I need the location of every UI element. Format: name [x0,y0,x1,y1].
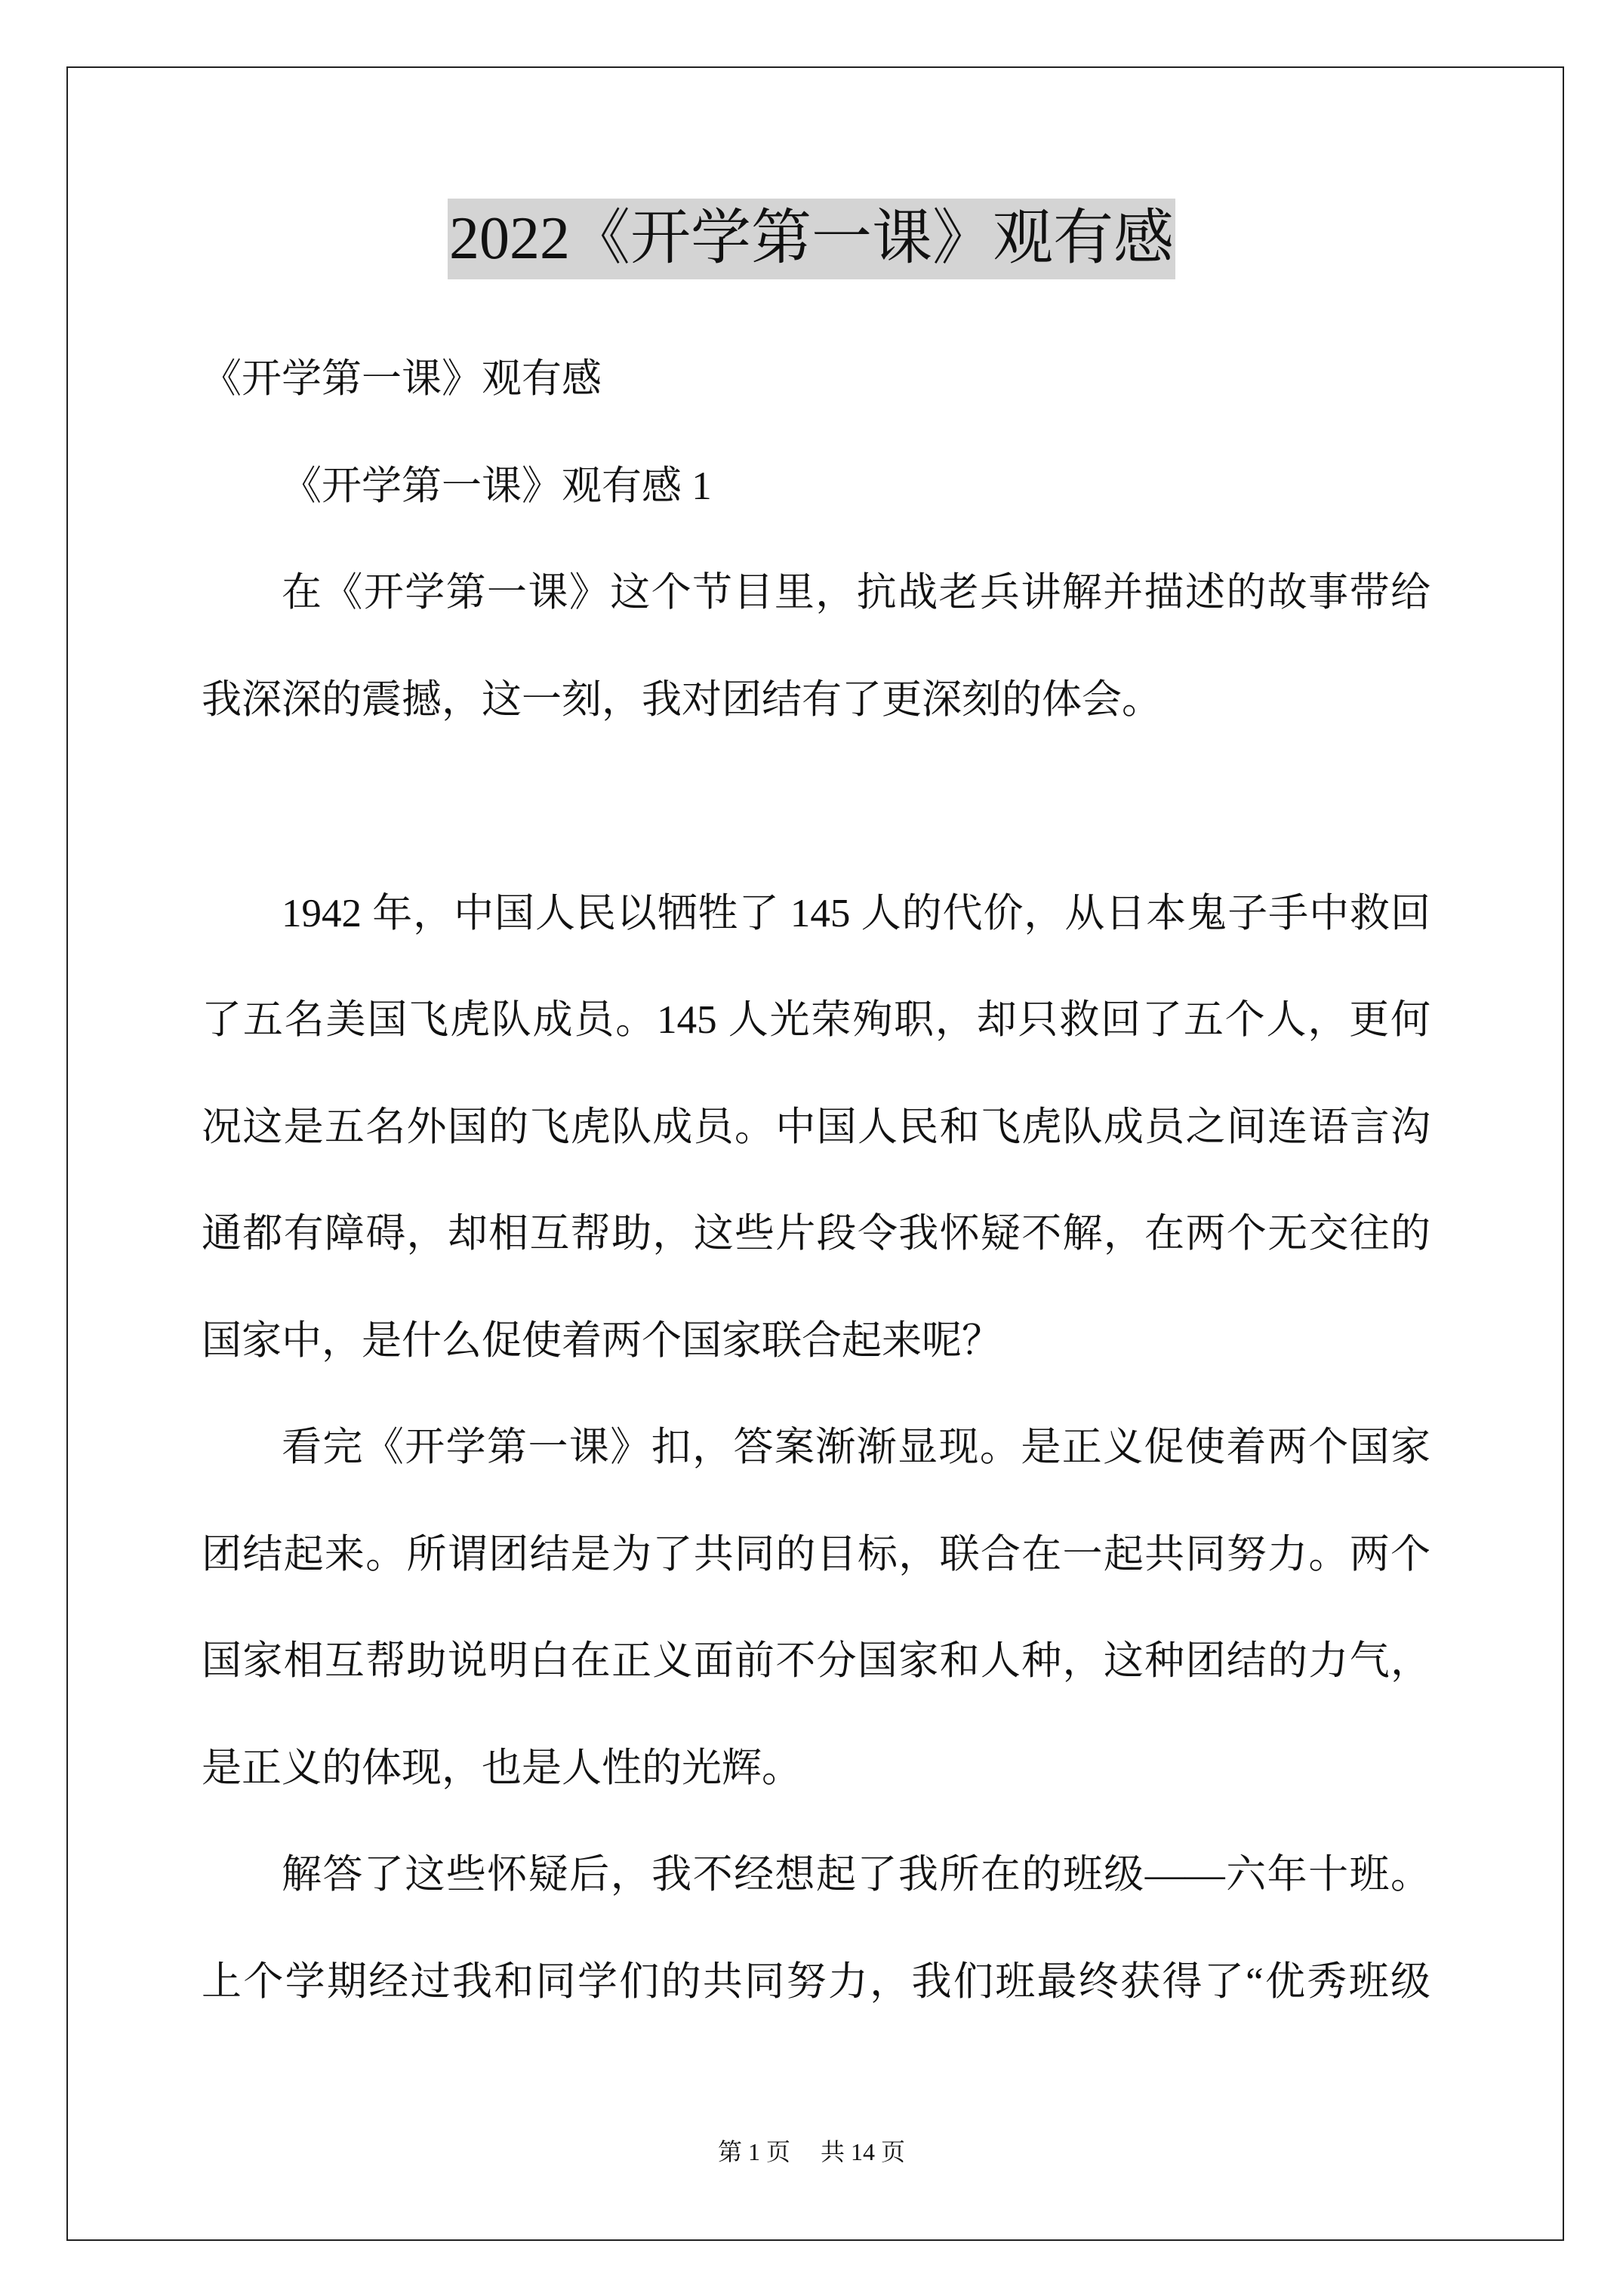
paragraph-line: 看完《开学第一课》扣，答案渐渐显现。是正义促使着两个国家 [282,1425,1431,1469]
paragraph-2 [202,861,1431,1395]
page-total: 共 14 页 [821,2138,906,2165]
paragraph-line: 1942 年，中国人民以牺牲了 145 人的代价，从日本鬼子手中救回 [282,891,1431,935]
section-heading: 《开学第一课》观有感 1 [282,464,712,508]
paragraph-line: 是正义的体现，也是人性的光辉。 [202,1746,802,1790]
paragraph-line: 解答了这些怀疑后，我不经想起了我所在的班级——六年十班。 [282,1853,1431,1897]
page-number: 第 1 页 [717,2138,790,2165]
paragraph-line: 国家相互帮助说明白在正义面前不分国家和人种，这种团结的力气， [202,1639,1431,1683]
paragraph-line: 国家中，是什么促使着两个国家联合起来呢？ [202,1318,1002,1363]
paragraph-line: 了五名美国飞虎队成员。145 人光荣殉职，却只救回了五个人，更何 [202,998,1431,1042]
document-title: 2022《开学第一课》观有感 [448,199,1175,279]
paragraph-line: 通都有障碍，却相互帮助，这些片段令我怀疑不解，在两个无交往的 [202,1212,1431,1256]
title-block [0,199,1623,279]
paragraph-1 [202,540,1431,754]
paragraph-3 [202,1395,1431,1822]
paragraph-line: 况这是五名外国的飞虎队成员。中国人民和飞虎队成员之间连语言沟 [202,1105,1431,1149]
document-subtitle: 《开学第一课》观有感 [202,357,602,401]
page-footer [0,2137,1623,2167]
document-body [202,326,1431,2036]
paragraph-line: 团结起来。所谓团结是为了共同的目标，联合在一起共同努力。两个 [202,1532,1431,1576]
paragraph-4 [202,1822,1431,2036]
paragraph-line: 上个学期经过我和同学们的共同努力，我们班最终获得了“优秀班级 [202,1959,1431,2004]
paragraph-line: 在《开学第一课》这个节目里，抗战老兵讲解并描述的故事带给 [282,571,1431,615]
paragraph-line: 我深深的震撼，这一刻，我对团结有了更深刻的体会。 [202,677,1162,722]
